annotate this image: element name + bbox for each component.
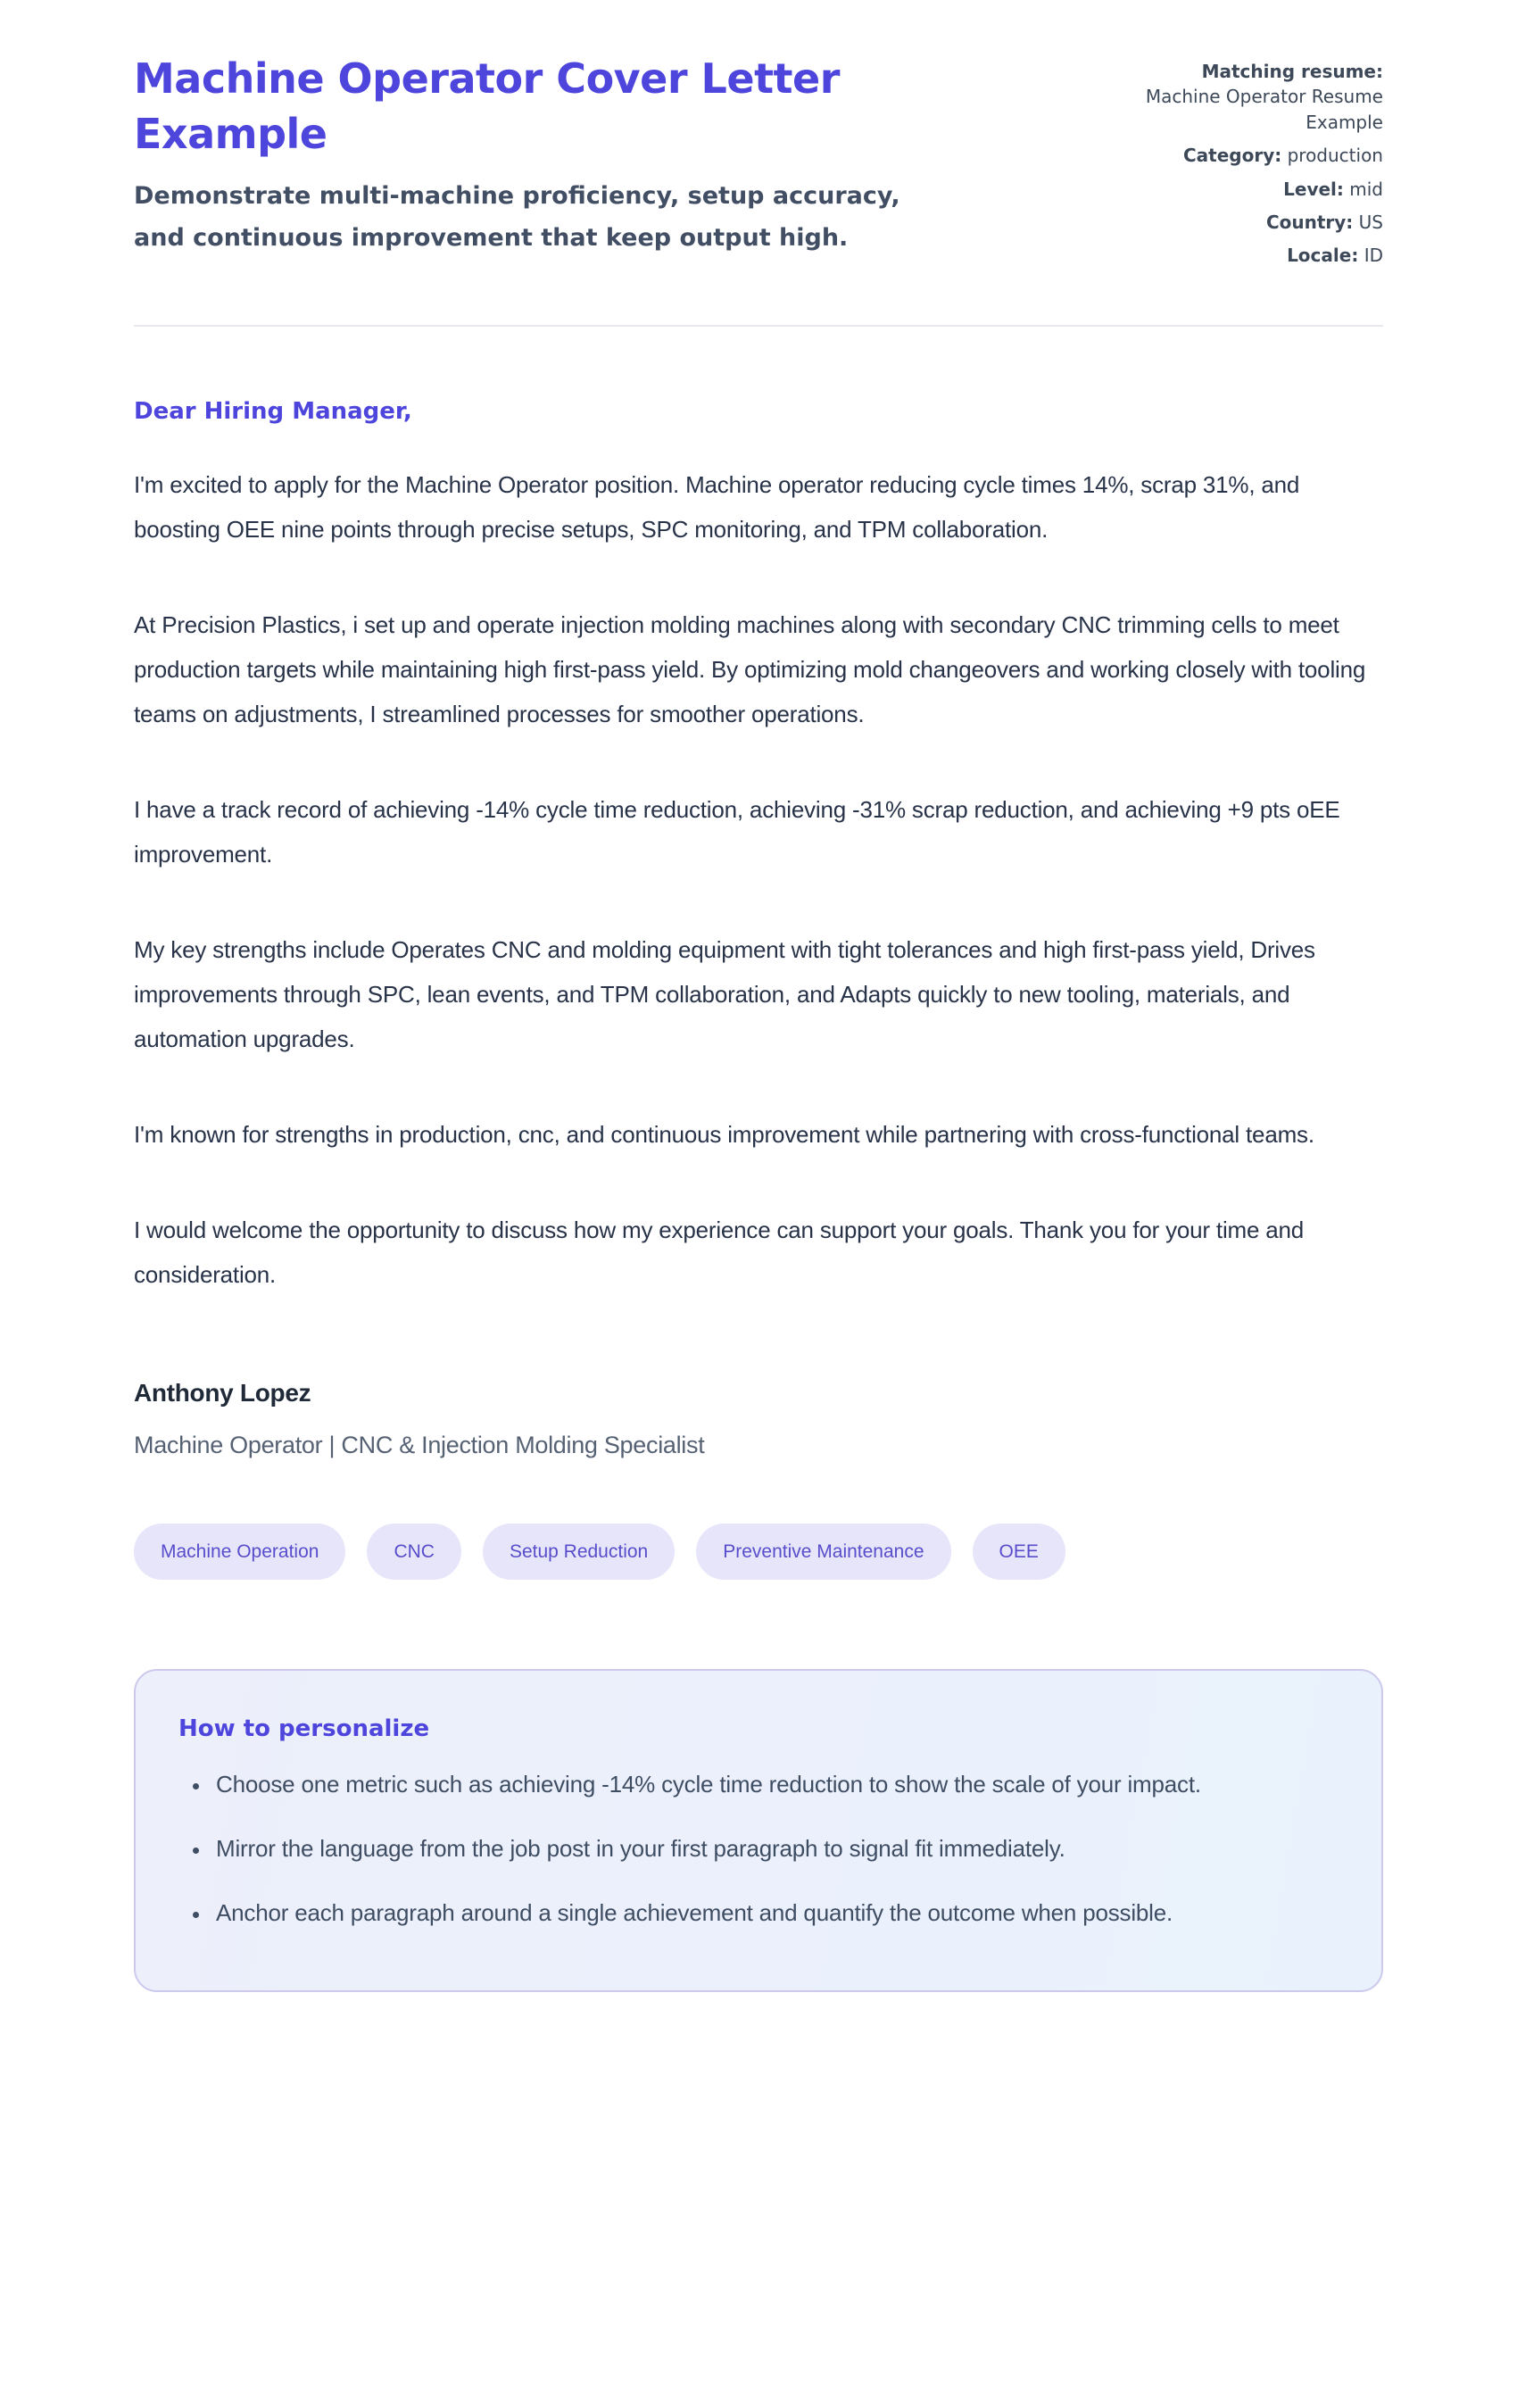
- letter-paragraph: I'm known for strengths in production, cnc, and continuous improvement while partnering with cross-functional teams.: [134, 1120, 1314, 1148]
- letter-paragraph: I have a track record of achieving -14% cycle time reduction, achieving -31% scrap reduction, and achieving +9 pts oEE improvement.: [134, 795, 1340, 868]
- meta-country-value: US: [1358, 211, 1383, 233]
- meta-country: [1115, 210, 1383, 235]
- letter-paragraph: At Precision Plastics, i set up and operate injection molding machines along with secondary CNC trimming cells to meet production targets while maintaining high first-pass yield. By optimizing mold changeovers and working closely with tooling teams on adjustments, I streamlined processes for smoother operations.: [134, 610, 1366, 727]
- meta-locale-label: Locale:: [1287, 245, 1359, 267]
- personalize-tip: • Choose one metric such as achieving -14% cycle time reduction to show the scale of your impact.: [211, 1762, 1339, 1806]
- letter-paragraphs: [134, 462, 1383, 1297]
- signature-title: Machine Operator | CNC & Injection Molding Specialist: [134, 1431, 705, 1458]
- skill-tag: Preventive Maintenance: [696, 1524, 950, 1580]
- personalize-title: How to personalize: [178, 1715, 430, 1742]
- skill-tag: CNC: [367, 1524, 461, 1580]
- meta-level-value: mid: [1349, 178, 1383, 200]
- meta-category: [1115, 143, 1383, 168]
- meta-locale: [1115, 243, 1383, 268]
- skill-tag: Machine Operation: [134, 1524, 345, 1580]
- meta-category-label: Category:: [1182, 145, 1282, 167]
- letter-paragraph: I'm excited to apply for the Machine Operator position. Machine operator reducing cycle times 14%, scrap 31%, and boosting OEE nine points through precise setups, SPC monitoring, and TPM collaboration.: [134, 470, 1300, 543]
- letter-body: [134, 398, 1383, 1992]
- personalize-tips: [178, 1762, 1339, 1935]
- meta-level: [1115, 177, 1383, 202]
- header-divider: [134, 325, 1383, 327]
- skill-tag: OEE: [973, 1524, 1065, 1580]
- skill-tags: [134, 1524, 1383, 1580]
- letter-paragraph: I would welcome the opportunity to discuss how my experience can support your goals. Thank you for your time and consideration.: [134, 1216, 1305, 1288]
- personalize-tip: • Anchor each paragraph around a single achievement and quantify the outcome when possible.: [211, 1890, 1339, 1935]
- page-subtitle: Demonstrate multi-machine proficiency, setup accuracy, and continuous improvement that keep output high.: [134, 182, 900, 253]
- signature-name: Anthony Lopez: [134, 1378, 311, 1407]
- personalize-box: [134, 1669, 1383, 1992]
- header: [134, 52, 1383, 277]
- personalize-tip: • Mirror the language from the job post in your first paragraph to signal fit immediately.: [211, 1826, 1339, 1871]
- greeting: Dear Hiring Manager,: [134, 397, 412, 425]
- header-title-block: [134, 52, 1026, 260]
- meta-panel: [1115, 52, 1383, 277]
- meta-matching-resume-value: Machine Operator Resume Example: [1145, 86, 1383, 133]
- meta-level-label: Level:: [1283, 178, 1344, 200]
- meta-category-value: production: [1287, 145, 1383, 167]
- meta-matching-resume-label: Matching resume:: [1201, 61, 1383, 82]
- meta-locale-value: ID: [1364, 245, 1383, 267]
- page-title: Machine Operator Cover Letter Example: [134, 54, 840, 158]
- meta-country-label: Country:: [1265, 211, 1354, 233]
- meta-matching-resume: [1115, 59, 1383, 135]
- skill-tag: Setup Reduction: [483, 1524, 675, 1580]
- letter-paragraph: My key strengths include Operates CNC and molding equipment with tight tolerances and high first-pass yield, Drives improvements through SPC, lean events, and TPM collaboration, and Adapts quickly to new tooling, materials, and automation upgrades.: [134, 935, 1315, 1052]
